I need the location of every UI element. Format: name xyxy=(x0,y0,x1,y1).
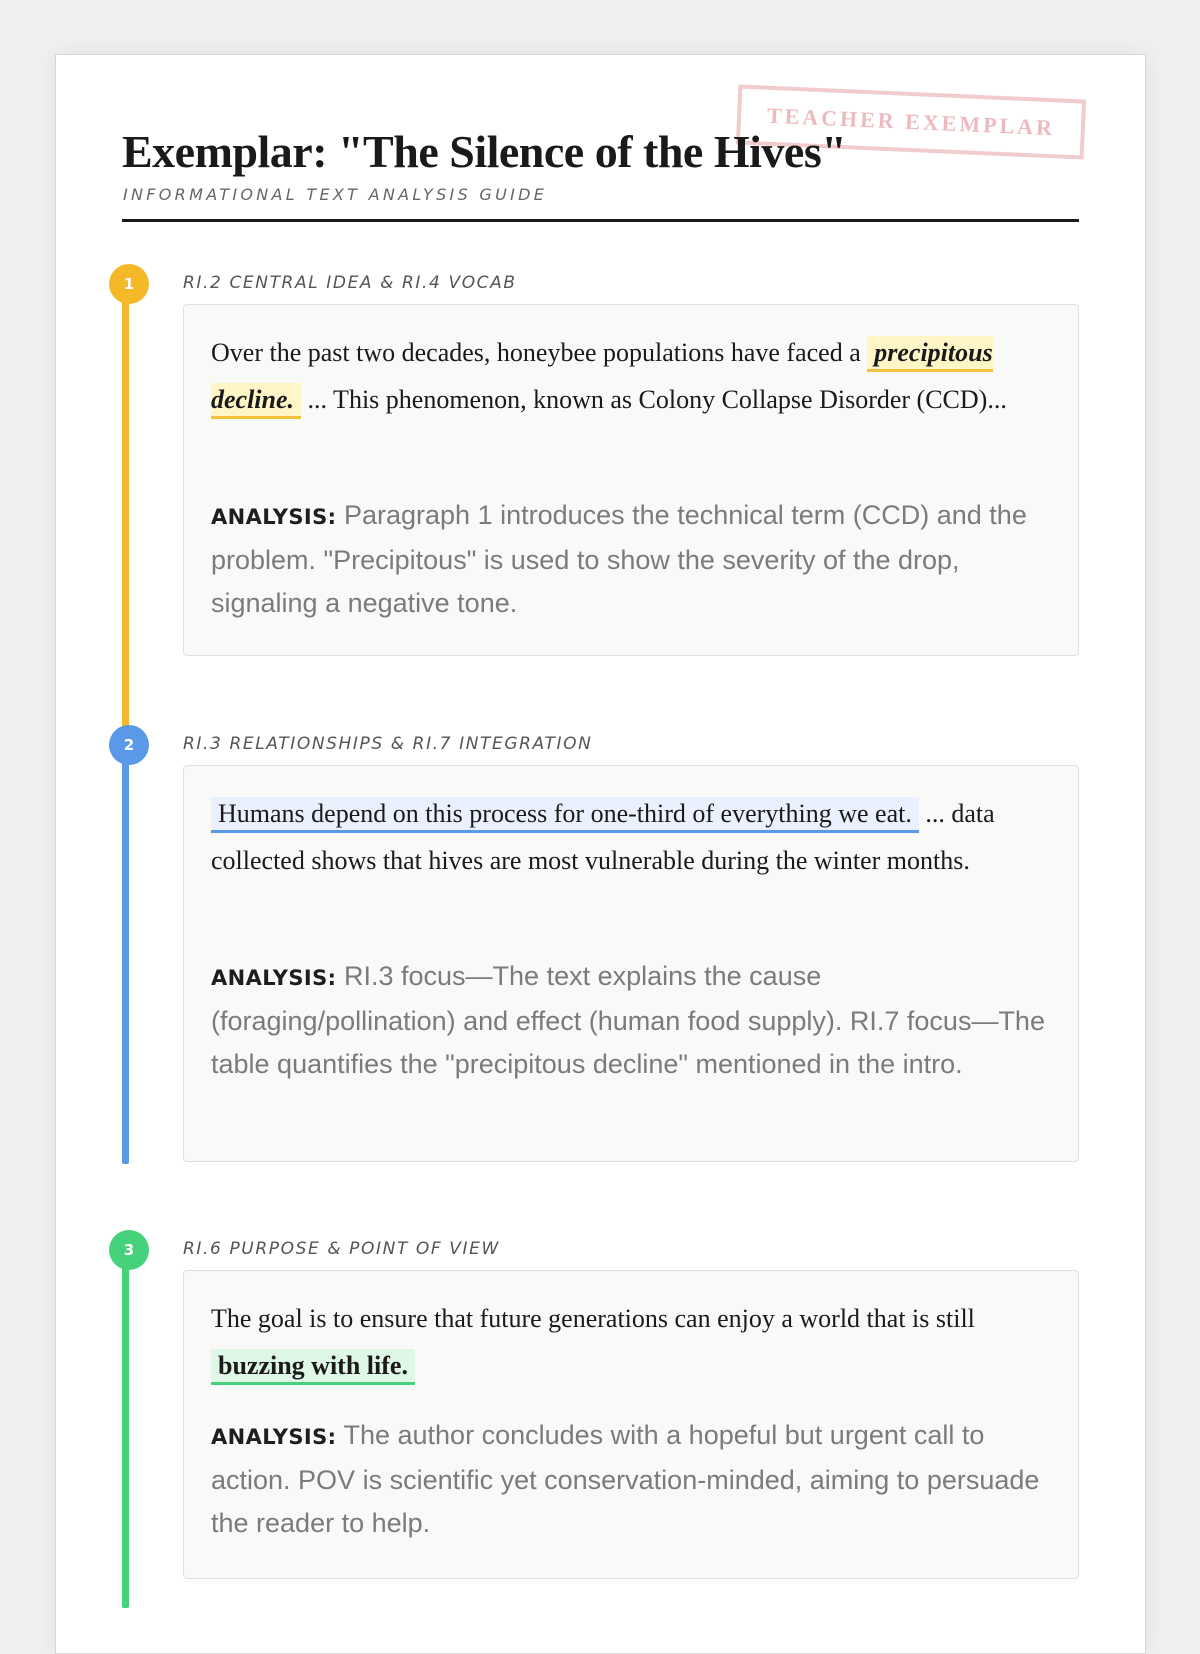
section-1-analysis-label: ANALYSIS: xyxy=(211,505,337,529)
section-1-analysis-text: Paragraph 1 introduces the technical term (CCD) and the problem. "Precipitous" is used to show the severity of the drop, signaling a negative tone. xyxy=(211,500,1027,618)
section-1-highlight: precipitous decline. xyxy=(211,336,993,419)
page-title: Exemplar: "The Silence of the Hives" xyxy=(122,126,847,177)
section-3-timeline-bar xyxy=(122,1250,129,1608)
section-2-card xyxy=(183,765,1079,1162)
section-1-number-badge: 1 xyxy=(109,264,149,304)
title-divider xyxy=(122,219,1079,222)
section-1-standard-label: RI.2 CENTRAL IDEA & RI.4 VOCAB xyxy=(183,273,517,293)
section-1-card xyxy=(183,304,1079,656)
section-3-excerpt xyxy=(211,1296,1041,1389)
section-3-card xyxy=(183,1270,1079,1579)
section-3-analysis xyxy=(211,1414,1056,1545)
section-1-analysis xyxy=(211,494,1056,625)
page-subtitle: INFORMATIONAL TEXT ANALYSIS GUIDE xyxy=(123,185,548,204)
section-3-analysis-text: The author concludes with a hopeful but urgent call to action. POV is scientific yet conservation-minded, aiming to persuade the reader to help. xyxy=(211,1420,1040,1538)
section-2-timeline-bar xyxy=(122,745,129,1164)
section-3-excerpt-before: The goal is to ensure that future generations can enjoy a world that is still xyxy=(211,1304,975,1333)
section-2-excerpt-after: ... data collected shows that hives are most vulnerable during the winter months. xyxy=(211,799,995,875)
section-3-analysis-label: ANALYSIS: xyxy=(211,1425,337,1449)
section-2-number-badge: 2 xyxy=(109,725,149,765)
section-3-standard-label: RI.6 PURPOSE & POINT OF VIEW xyxy=(183,1239,500,1259)
section-1-excerpt-before: Over the past two decades, honeybee populations have faced a xyxy=(211,338,868,367)
teacher-exemplar-stamp: TEACHER EXEMPLAR xyxy=(736,84,1086,159)
section-3-number-badge: 3 xyxy=(109,1230,149,1270)
section-2-highlight: Humans depend on this process for one-third of everything we eat. xyxy=(211,797,919,833)
section-2-analysis-text: RI.3 focus—The text explains the cause (foraging/pollination) and effect (human food supply). RI.7 focus—The table quantifies the "precipitous decline" mentioned in the intro. xyxy=(211,961,1045,1079)
section-1-excerpt-after: ... This phenomenon, known as Colony Collapse Disorder (CCD)... xyxy=(301,384,1007,414)
section-2-analysis-label: ANALYSIS: xyxy=(211,966,337,990)
section-1-excerpt xyxy=(211,330,1041,423)
section-2-standard-label: RI.3 RELATIONSHIPS & RI.7 INTEGRATION xyxy=(183,734,593,754)
section-2-analysis xyxy=(211,955,1056,1086)
section-2-excerpt xyxy=(211,791,1041,884)
section-3-highlight: buzzing with life. xyxy=(211,1349,415,1385)
